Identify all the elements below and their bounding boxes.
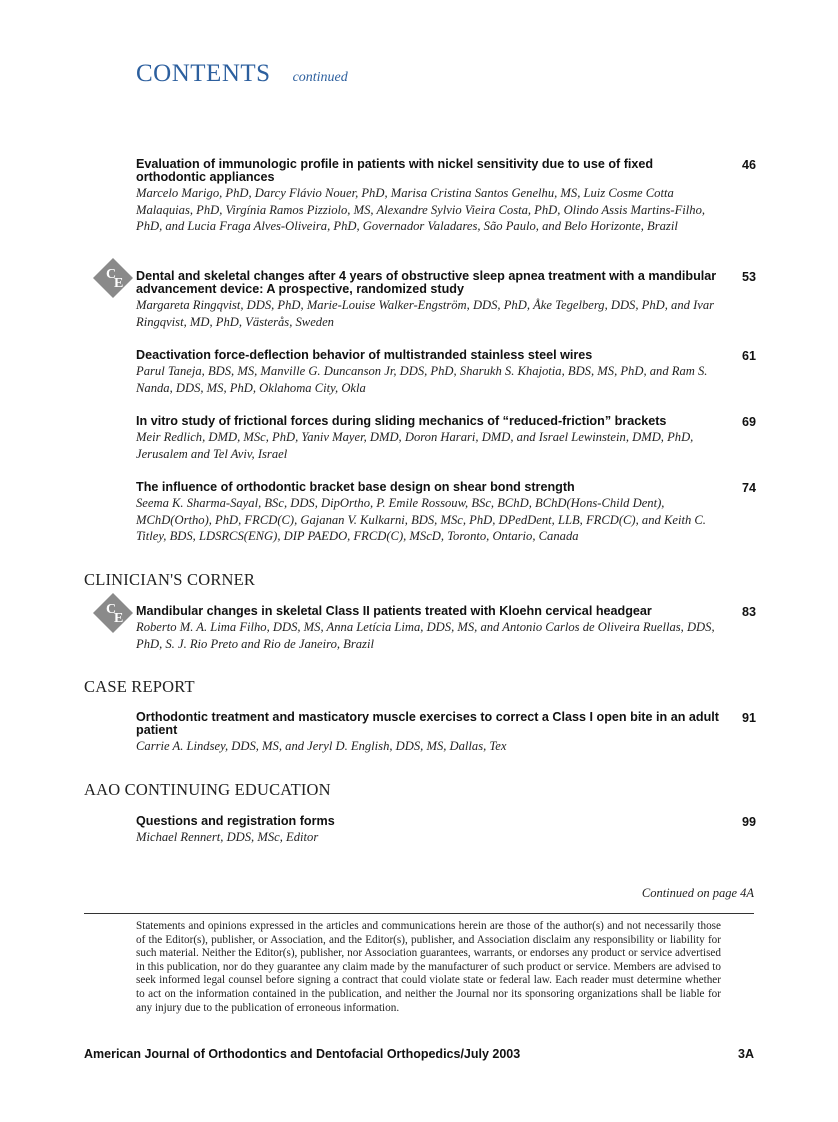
disclaimer-text: Statements and opinions expressed in the articles and communications herein are those of the author(s) and not necessarily those of the Editor(s), publisher, or Association, and the Editor(s), publisher, and Association disclaim any responsibility or liability for such material. Neither the Editor(s), publisher, nor Association guarantees, warrants, or endorses any product or service advertised in this publication, nor do they guarantee any claim made by the manufacturer of such product or service. Members are advised to seek informed legal counsel before signing a contract that could violate state or federal law. Each reader must determine whether to act on the information contained in the publication, and neither the Journal nor its sponsoring organizations shall be liable for any injury due to the publication of erroneous information. [136, 920, 721, 1014]
toc-entry[interactable] [136, 711, 756, 755]
article-authors: Meir Redlich, DMD, MSc, PhD, Yaniv Mayer, DMD, Doron Harari, DMD, and Israel Lewinstein, DMD, PhD, Jerusalem and Tel Aviv, Israel [136, 430, 694, 461]
article-authors: Seema K. Sharma-Sayal, BSc, DDS, DipOrtho, P. Emile Rossouw, BSc, BChD, BChD(Hons-Child Dent), MChD(Ortho), PhD, FRCD(C), Gajanan V. Kulkarni, BDS, MSc, PhD, DPedDent, LLB, FRCD(C), and Keith C. Titley, BDS, LDSRCS(ENG), DIP PAEDO, FRCD(C), MScD, Toronto, Ontario, Canada [136, 496, 706, 544]
toc-entry[interactable] [136, 815, 756, 846]
continued-label: continued [292, 70, 348, 85]
article-title[interactable]: Questions and registration forms [136, 814, 335, 828]
article-title[interactable]: In vitro study of frictional forces during sliding mechanics of “reduced-friction” brackets [136, 414, 667, 428]
ce-letter-e: E [114, 276, 124, 291]
section-heading-clinicians-corner: CLINICIAN'S CORNER [84, 570, 256, 589]
page-title: CONTENTS [136, 60, 271, 87]
article-authors: Carrie A. Lindsey, DDS, MS, and Jeryl D. English, DDS, MS, Dallas, Tex [136, 739, 507, 753]
toc-entry[interactable] [136, 481, 756, 545]
divider [84, 913, 754, 914]
ce-credit-icon [91, 256, 135, 300]
toc-entry[interactable] [136, 270, 756, 330]
page-number: 46 [741, 158, 756, 172]
section-heading-case-report: CASE REPORT [84, 677, 195, 696]
article-title[interactable]: Evaluation of immunologic profile in patients with nickel sensitivity due to use of fixed orthodontic appliances [136, 157, 654, 184]
article-authors: Margareta Ringqvist, DDS, PhD, Marie-Louise Walker-Engström, DDS, PhD, Åke Tegelberg, DDS, PhD, and Ivar Ringqvist, MD, PhD, Västerås, Sweden [136, 298, 715, 329]
article-authors: Marcelo Marigo, PhD, Darcy Flávio Nouer, PhD, Marisa Cristina Santos Genelhu, MS, Luiz Cosme Cotta Malaquias, PhD, Virgínia Ramos Pizziolo, MS, Alexandre Sylvio Vieira Costa, PhD, Olindo Assis Martins-Filho, PhD, and Lucia Fraga Alves-Oliveira, PhD, Governador Valadares, São Paulo, and Belo Horizonte, Brazil [136, 186, 706, 234]
toc-entry[interactable] [136, 415, 756, 462]
page-number: 83 [741, 605, 756, 619]
journal-footer: American Journal of Orthodontics and Dentofacial Orthopedics/July 2003 [84, 1047, 521, 1061]
article-authors: Parul Taneja, BDS, MS, Manville G. Duncanson Jr, DDS, PhD, Sharukh S. Khajotia, BDS, MS, PhD, and Ram S. Nanda, DDS, MS, PhD, Oklahoma City, Okla [136, 364, 708, 395]
toc-entry[interactable] [136, 605, 756, 652]
page-number: 69 [741, 415, 756, 429]
section-heading-aao-continuing-education: AAO CONTINUING EDUCATION [84, 780, 331, 799]
ce-credit-icon [91, 591, 135, 635]
folio-page-number: 3A [738, 1047, 754, 1061]
article-authors: Roberto M. A. Lima Filho, DDS, MS, Anna Letícia Lima, DDS, MS, and Antonio Carlos de Oliveira Ruellas, DDS, PhD, S. J. Rio Preto and Rio de Janeiro, Brazil [136, 620, 715, 651]
page-number: 74 [741, 481, 756, 495]
article-title[interactable]: Dental and skeletal changes after 4 years of obstructive sleep apnea treatment with a mandibular advancement device: A prospective, randomized study [136, 269, 717, 296]
page-number: 91 [741, 711, 756, 725]
page-number: 61 [741, 349, 756, 363]
page-header [136, 60, 348, 88]
page-number: 53 [741, 270, 756, 284]
continued-note: Continued on page 4A [641, 886, 754, 900]
article-title[interactable]: Deactivation force-deflection behavior of multistranded stainless steel wires [136, 348, 593, 362]
ce-letter-e: E [114, 611, 124, 626]
article-title[interactable]: Orthodontic treatment and masticatory muscle exercises to correct a Class I open bite in an adult patient [136, 710, 719, 737]
article-title[interactable]: The influence of orthodontic bracket base design on shear bond strength [136, 480, 575, 494]
ce-letter-c: C [106, 267, 117, 282]
page-number: 99 [741, 815, 756, 829]
toc-entry[interactable] [136, 158, 756, 235]
toc-entry[interactable] [136, 349, 756, 396]
article-authors: Michael Rennert, DDS, MSc, Editor [136, 830, 319, 844]
article-title[interactable]: Mandibular changes in skeletal Class II patients treated with Kloehn cervical headgear [136, 604, 652, 618]
ce-letter-c: C [106, 602, 117, 617]
